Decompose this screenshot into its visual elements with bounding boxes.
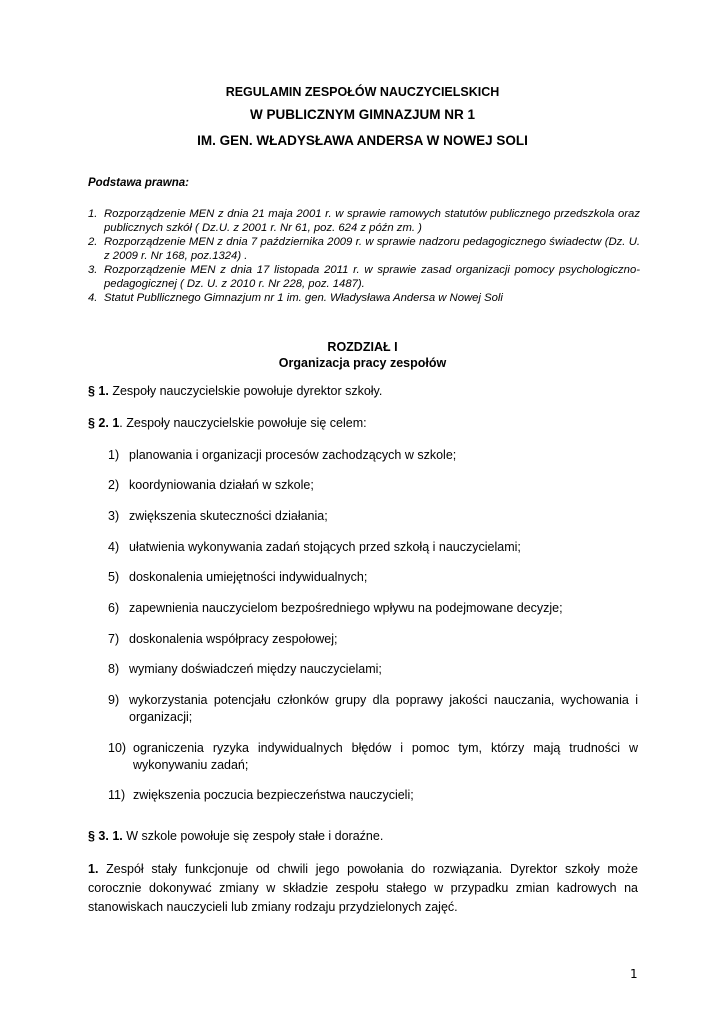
list-item-number: 3) (108, 509, 120, 523)
list-item-number: 9) (108, 693, 120, 707)
list-item-text: wykorzystania potencjału członków grupy dla poprawy jakości nauczania, wychowania i organizacji; (129, 693, 638, 724)
legal-basis-item (88, 263, 640, 291)
list-item-text: doskonalenia umiejętności indywidualnych; (129, 570, 368, 584)
section-3 (88, 829, 383, 843)
document-title-line-1: REGULAMIN ZESPOŁÓW NAUCZYCIELSKICH (225, 85, 500, 99)
page-number: 1 (630, 967, 638, 981)
legal-basis-item-text: Rozporządzenie MEN z dnia 17 listopada 2011 r. w sprawie zasad organizacji pomocy psychologiczno-pedagogicznej ( Dz. U. z 2010 r. Nr 228, poz. 1487). (104, 264, 640, 290)
list-item-number: 4) (108, 540, 120, 554)
paragraph-label: 1. (88, 862, 99, 876)
list-item (108, 631, 638, 648)
section-3-label: § 3. 1. (88, 829, 123, 843)
section-1-label: § 1. (88, 384, 109, 398)
section-1-text: Zespoły nauczycielskie powołuje dyrektor szkoły. (108, 384, 383, 398)
legal-basis-item-number: 2. (88, 236, 98, 248)
list-item-text: planowania i organizacji procesów zachodzących w szkole; (129, 448, 457, 462)
list-item-text: zwiększenia skuteczności działania; (129, 509, 328, 523)
document-title-line-3: IM. GEN. WŁADYSŁAWA ANDERSA W NOWEJ SOLI (197, 133, 528, 148)
list-item-number: 11) (108, 788, 126, 802)
list-item-text: zapewnienia nauczycielom bezpośredniego wpływu na podejmowane decyzje; (129, 601, 563, 615)
section-2-label: § 2. 1 (88, 416, 120, 430)
legal-basis-item (88, 291, 640, 305)
legal-basis-item-text: Statut Publlicznego Gimnazjum nr 1 im. gen. Władysława Andersa w Nowej Soli (104, 292, 503, 304)
list-item (108, 447, 638, 464)
legal-basis-item (88, 235, 640, 263)
list-item (108, 477, 638, 494)
section-3-text: W szkole powołuje się zespoły stałe i doraźne. (122, 829, 384, 843)
legal-basis-item-number: 1. (88, 208, 98, 220)
legal-basis-item-number: 4. (88, 292, 98, 304)
section-3-paragraph-1 (88, 860, 638, 917)
list-item (108, 539, 638, 556)
list-item-number: 8) (108, 662, 120, 676)
list-item (108, 569, 638, 586)
list-item (108, 787, 638, 804)
section-2-text: . Zespoły nauczycielskie powołuje się celem: (119, 416, 367, 430)
list-item (108, 508, 638, 525)
list-item-number: 1) (108, 448, 120, 462)
legal-basis-item-text: Rozporządzenie MEN z dnia 21 maja 2001 r. w sprawie ramowych statutów publicznego przedszkola oraz publicznych szkół ( Dz.U. z 2001 r. Nr 61, poz. 624 z późn zm. ) (104, 208, 640, 234)
legal-basis-item (88, 207, 640, 235)
chapter-number: ROZDZIAŁ I (327, 340, 398, 354)
list-item-number: 2) (108, 478, 120, 492)
chapter-title: Organizacja pracy zespołów (278, 356, 447, 370)
legal-basis-list (88, 207, 640, 305)
list-item (108, 600, 638, 617)
document-title-line-2: W PUBLICZNYM GIMNAZJUM NR 1 (250, 107, 475, 122)
chapter-heading (0, 339, 725, 371)
list-item-text: ograniczenia ryzyka indywidualnych błędów i pomoc tym, którzy mają trudności w wykonywaniu zadań; (133, 741, 638, 772)
legal-basis-item-text: Rozporządzenie MEN z dnia 7 października 2009 r. w sprawie nadzoru pedagogicznego świadectw (Dz. U. z 2009 r. Nr 168, poz.1324) . (104, 236, 640, 262)
list-item-number: 6) (108, 601, 120, 615)
legal-basis-label: Podstawa prawna: (88, 177, 189, 189)
list-item (108, 692, 638, 726)
list-item-text: ułatwienia wykonywania zadań stojących przed szkołą i nauczycielami; (129, 540, 521, 554)
section-2 (88, 416, 367, 430)
list-item-text: wymiany doświadczeń między nauczycielami; (129, 662, 382, 676)
legal-basis-item-number: 3. (88, 264, 98, 276)
list-item-number: 7) (108, 632, 120, 646)
paragraph-text: Zespół stały funkcjonuje od chwili jego powołania do rozwiązania. Dyrektor szkoły może corocznie dokonywać zmiany w składzie zespołu stałego w przypadku zmian kadrowych na stanowiskach nauczycieli lub zmiany rodzaju przydzielonych zajęć. (88, 862, 638, 914)
list-item-number: 5) (108, 570, 120, 584)
list-item-number: 10) (108, 741, 127, 755)
list-item (108, 740, 638, 774)
list-item-text: doskonalenia współpracy zespołowej; (129, 632, 338, 646)
list-item (108, 661, 638, 678)
section-1 (88, 384, 382, 398)
list-item-text: zwiększenia poczucia bezpieczeństwa nauczycieli; (133, 788, 414, 802)
list-item-text: koordyniowania działań w szkole; (129, 478, 314, 492)
